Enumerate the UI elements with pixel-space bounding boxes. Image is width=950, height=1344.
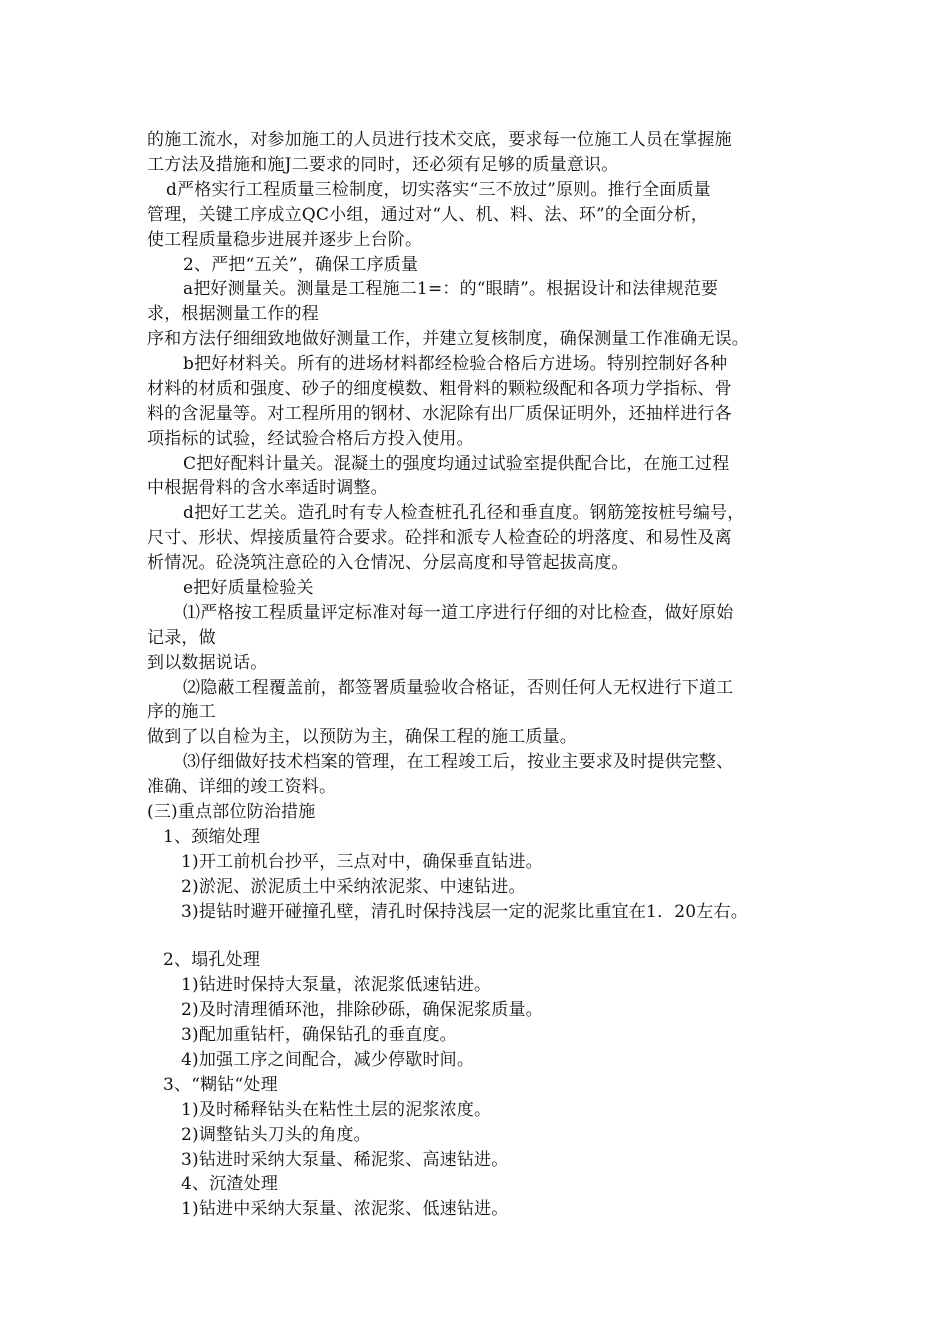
section-heading: (三)重点部位防治措施 <box>147 802 316 822</box>
list-item: 1)及时稀释钻头在粘性土层的泥浆浓度。 <box>181 1100 492 1120</box>
list-item: 3)配加重钻杆，确保钻孔的垂直度。 <box>181 1025 457 1045</box>
section-heading: 2、严把“五关”，确保工序质量 <box>183 255 419 275</box>
text-line: 序的施工 <box>147 702 216 722</box>
text-line: 的施工流水，对参加施工的人员进行技术交底，要求每一位施工人员在掌握施 <box>147 130 732 150</box>
list-item: 2)淤泥、淤泥质土中采纳浓泥浆、中速钻进。 <box>181 877 526 897</box>
text-line: 管理，关键工序成立QC小组，通过对“人、机、料、法、环”的全面分析， <box>147 205 709 225</box>
list-item: 3)提钻时避开碰撞孔壁，清孔时保持浅层一定的泥浆比重宜在1．20左右。 <box>181 902 748 922</box>
text-line: ⑴严格按工程质量评定标准对每一道工序进行仔细的对比检查，做好原始 <box>183 603 734 623</box>
text-line: 析情况。砼浇筑注意砼的入仓情况、分层高度和导管起拔高度。 <box>147 553 629 573</box>
text-line: 项指标的试验，经试验合格后方投入使用。 <box>147 429 474 449</box>
text-line: ⑵隐蔽工程覆盖前，都签署质量验收合格证，否则任何人无权进行下道工 <box>183 678 734 698</box>
text-line: 中根据骨料的含水率适时调整。 <box>147 478 388 498</box>
text-line: 使工程质量稳步进展并逐步上台阶。 <box>147 230 423 250</box>
text-line: 准确、详细的竣工资料。 <box>147 777 337 797</box>
list-item: 1)钻进时保持大泵量，浓泥浆低速钻进。 <box>181 975 492 995</box>
list-item: 2)调整钻头刀头的角度。 <box>181 1125 371 1145</box>
text-line: 工方法及措施和施J二要求的同时，还必须有足够的质量意识。 <box>147 155 619 175</box>
text-line: d严格实行工程质量三检制度，切实落实“三不放过”原则。推行全面质量 <box>166 180 711 200</box>
list-item: 1)开工前机台抄平，三点对中，确保垂直钻进。 <box>181 852 543 872</box>
text-line: C把好配料计量关。混凝土的强度均通过试验室提供配合比，在施工过程 <box>183 454 730 474</box>
text-line: d把好工艺关。造孔时有专人检查桩孔孔径和垂直度。钢筋笼按桩号编号， <box>183 503 745 523</box>
text-line: 到以数据说话。 <box>147 653 268 673</box>
text-line: e把好质量检验关 <box>183 578 314 598</box>
text-line: ⑶仔细做好技术档案的管理，在工程竣工后，按业主要求及时提供完整、 <box>183 752 734 772</box>
text-line: 料的含泥量等。对工程所用的钢材、水泥除有出厂质保证明外，还抽样进行各 <box>147 404 732 424</box>
list-item: 1)钻进中采纳大泵量、浓泥浆、低速钻进。 <box>181 1199 509 1219</box>
list-item: 3)钻进时采纳大泵量、稀泥浆、高速钻进。 <box>181 1150 509 1170</box>
list-item: 2)及时清理循环池，排除砂砾，确保泥浆质量。 <box>181 1000 543 1020</box>
text-line: 求，根据测量工作的程 <box>147 304 319 324</box>
text-line: 序和方法仔细细致地做好测量工作，并建立复核制度，确保测量工作准确无误。 <box>147 329 749 349</box>
text-line: a把好测量关。测量是工程施二1=：的“眼睛”。根据设计和法律规范要 <box>183 279 719 299</box>
text-line: 材料的材质和强度、砂子的细度模数、粗骨料的颗粒级配和各项力学指标、骨 <box>147 379 732 399</box>
text-line: 尺寸、形状、焊接质量符合要求。砼拌和派专人检查砼的坍落度、和易性及离 <box>147 528 732 548</box>
subsection-heading: 2、塌孔处理 <box>163 950 261 970</box>
text-line: 做到了以自检为主，以预防为主，确保工程的施工质量。 <box>147 727 577 747</box>
list-item: 4)加强工序之间配合，减少停歇时间。 <box>181 1050 475 1070</box>
text-line: b把好材料关。所有的进场材料都经检验合格后方进场。特别控制好各种 <box>183 354 728 374</box>
subsection-heading: 1、颈缩处理 <box>163 827 261 847</box>
text-line: 记录，做 <box>147 628 216 648</box>
subsection-heading: 3、“糊钻“处理 <box>163 1075 278 1095</box>
subsection-heading: 4、沉渣处理 <box>181 1174 279 1194</box>
